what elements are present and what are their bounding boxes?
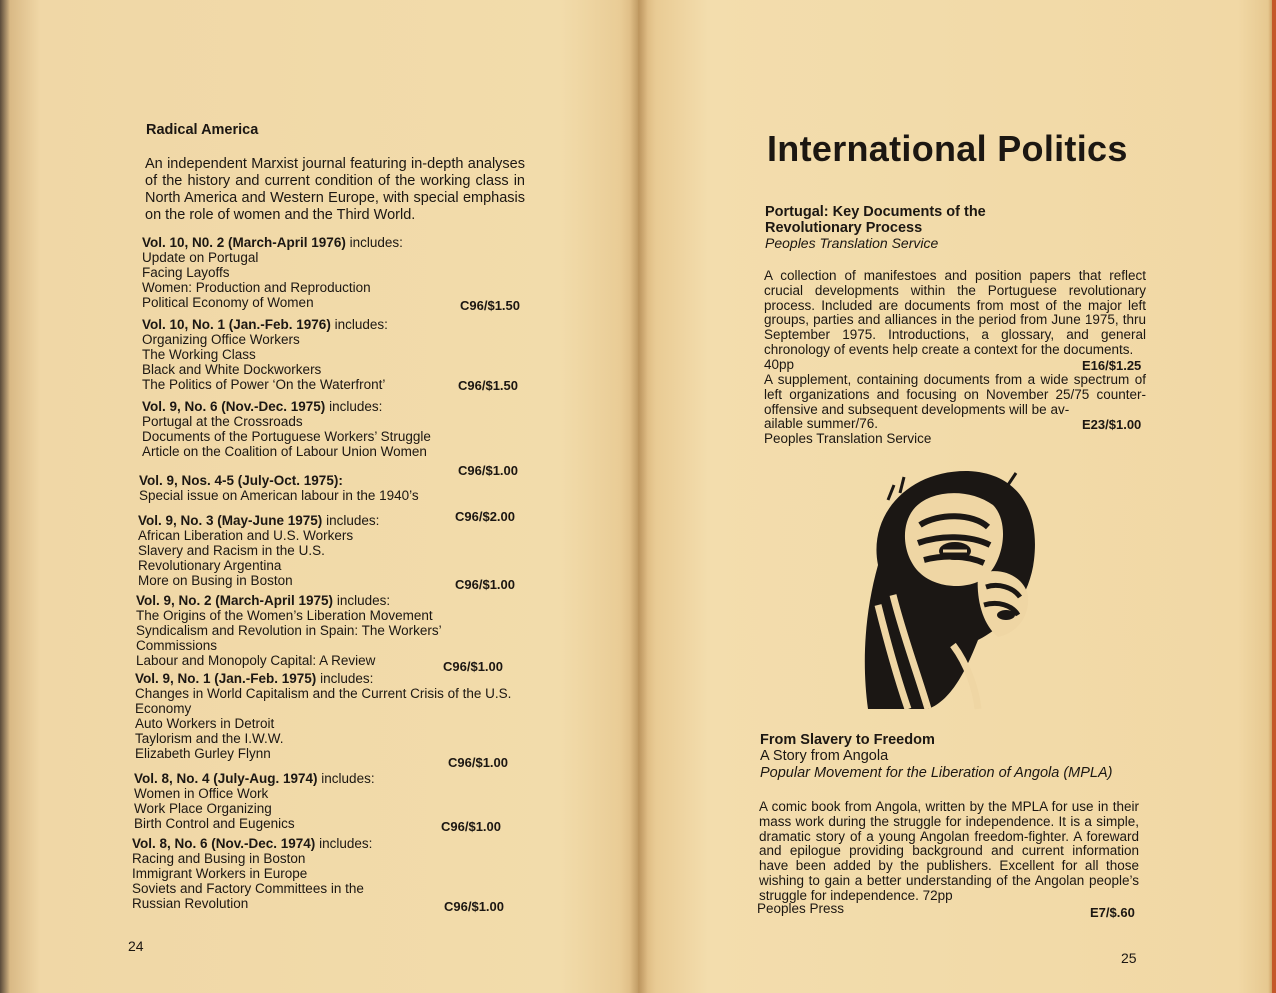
portugal-supplement: A supplement, containing documents from a wide spectrum of left organizations and focusing on November 25/75 counter-offensive and subsequent developments will be av-	[764, 372, 1146, 417]
issue-item: Elizabeth Gurley Flynn	[135, 746, 271, 761]
portugal-entry-heading	[765, 204, 1145, 251]
issue-item: The Origins of the Women’s Liberation Movement	[136, 608, 433, 623]
issue-entry: Vol. 8, No. 4 (July-Aug. 1974) includes: Women in Office Work Work Place Organizing Birth Control and Eugenics	[134, 771, 434, 831]
issue-header: Vol. 8, No. 6 (Nov.-Dec. 1974)	[132, 836, 316, 851]
issue-price: C96/$1.00	[443, 659, 503, 674]
portugal-title: Portugal: Key Documents of the	[765, 204, 986, 220]
issue-price: C96/$1.50	[458, 378, 518, 393]
issue-price: C96/$1.00	[441, 819, 501, 834]
issue-entry: Vol. 10, No. 1 (Jan.-Feb. 1976) includes: Organizing Office Workers The Working Class Black and White Dockworkers The Politics of Power ‘On the Waterfront’	[142, 317, 442, 392]
section-title: International Politics	[767, 128, 1128, 169]
angola-price: E7/$.60	[1090, 905, 1135, 920]
issue-item: Special issue on American labour in the 1940’s	[139, 488, 419, 503]
issue-price: C96/$1.00	[444, 899, 504, 914]
issue-header: Vol. 9, No. 1 (Jan.-Feb. 1975)	[135, 671, 317, 686]
issue-item: Update on Portugal	[142, 250, 259, 265]
angola-entry-heading	[760, 732, 1160, 782]
issue-item: Syndicalism and Revolution in Spain: The Workers’	[136, 623, 442, 638]
issue-item: Portugal at the Crossroads	[142, 414, 303, 429]
issue-item: Taylorism and the I.W.W.	[135, 731, 284, 746]
portugal-publisher: Peoples Translation Service	[764, 431, 932, 446]
issue-item: Racing and Busing in Boston	[132, 851, 306, 866]
issue-item: Soviets and Factory Committees in the	[132, 881, 364, 896]
issue-price: C96/$1.00	[455, 577, 515, 592]
issue-item: Slavery and Racism in the U.S.	[138, 543, 325, 558]
issue-header: Vol. 10, N0. 2 (March-April 1976)	[142, 235, 346, 250]
issue-item: Commissions	[136, 638, 218, 653]
issue-item: Work Place Organizing	[134, 801, 272, 816]
issue-item: The Politics of Power ‘On the Waterfront’	[142, 377, 386, 392]
issue-item: Documents of the Portuguese Workers’ Struggle	[142, 429, 431, 444]
journal-title: Radical America	[146, 122, 259, 138]
page-number-left: 24	[128, 938, 144, 954]
issue-entry: Vol. 9, No. 6 (Nov.-Dec. 1975) includes: Portugal at the Crossroads Documents of the Portuguese Workers’ Struggle Article on the Coalition of Labour Union Women	[142, 399, 462, 459]
issue-price: C96/$1.00	[448, 755, 508, 770]
issue-item: Revolutionary Argentina	[138, 558, 282, 573]
issue-item: Economy	[135, 701, 192, 716]
angola-publisher: Peoples Press	[757, 901, 845, 916]
angola-author: Popular Movement for the Liberation of Angola (MPLA)	[760, 765, 1113, 781]
issue-header: Vol. 9, No. 6 (Nov.-Dec. 1975)	[142, 399, 326, 414]
angola-title: From Slavery to Freedom	[760, 732, 935, 748]
portugal-description: A collection of manifestoes and position papers that reflect crucial developments within the Portuguese revolutionary process. Included are documents from most of the major left groups, parties and alliances in the period from June 1975, thru September 1975. Introductions, a glossary, and general chronology of events help create a context for the documents.	[764, 268, 1146, 357]
issue-price: C96/$1.50	[460, 298, 520, 313]
portugal-title-line2: Revolutionary Process	[765, 220, 923, 236]
issue-entry: Vol. 8, No. 6 (Nov.-Dec. 1974) includes: Racing and Busing in Boston Immigrant Workers in Europe Soviets and Factory Committees in the Russian Revolution	[132, 836, 432, 911]
issue-item: Article on the Coalition of Labour Union Women	[142, 444, 427, 459]
supplement-price: E23/$1.00	[1082, 417, 1142, 432]
journal-intro: An independent Marxist journal featuring in-depth analyses of the history and current condition of the working class in North America and Western Europe, with special emphasis on the role of women and the Third World.	[145, 156, 525, 223]
issue-item: Changes in World Capitalism and the Current Crisis of the U.S.	[135, 686, 512, 701]
issue-entry: Vol. 9, No. 1 (Jan.-Feb. 1975) includes: Changes in World Capitalism and the Current Crisis of the U.S. Economy Auto Workers in Detroit Taylorism and the I.W.W. Elizabeth Gurley Flynn	[135, 671, 525, 761]
issue-price: C96/$2.00	[455, 509, 515, 524]
book-gutter	[630, 0, 648, 993]
issue-header: Vol. 9, No. 3 (May-June 1975)	[138, 513, 323, 528]
angola-subtitle: A Story from Angola	[760, 748, 889, 764]
issue-header: Vol. 10, No. 1 (Jan.-Feb. 1976)	[142, 317, 331, 332]
angola-description: A comic book from Angola, written by the MPLA for use in their mass work during the struggle for independence. It is a simple, dramatic story of a young Angolan freedom-fighter. A foreward and epilogue providing background and current information have been added by the publishers. Excellent for all those wishing to gain a better understanding of the Angolan people’s struggle for independence. 72pp	[759, 799, 1139, 903]
issue-item: Organizing Office Workers	[142, 332, 300, 347]
issue-item: Facing Layoffs	[142, 265, 230, 280]
issue-item: Women in Office Work	[134, 786, 269, 801]
issue-entry: Vol. 10, N0. 2 (March-April 1976) includes: Update on Portugal Facing Layoffs Women: Production and Reproduction Political Economy of Women	[142, 235, 442, 310]
portugal-supplement-end: ailable summer/76.	[764, 416, 879, 431]
woodcut-illustration	[858, 465, 1042, 710]
issue-item: Labour and Monopoly Capital: A Review	[136, 653, 376, 668]
issue-header: Vol. 9, Nos. 4-5 (July-Oct. 1975):	[139, 473, 343, 488]
issue-item: Birth Control and Eugenics	[134, 816, 295, 831]
issue-item: Immigrant Workers in Europe	[132, 866, 308, 881]
issue-item: Political Economy of Women	[142, 295, 314, 310]
issue-entry: Vol. 9, No. 3 (May-June 1975) includes: African Liberation and U.S. Workers Slavery and Racism in the U.S. Revolutionary Argentina More on Busing in Boston	[138, 513, 438, 588]
issue-price: C96/$1.00	[458, 463, 518, 478]
issue-item: African Liberation and U.S. Workers	[138, 528, 354, 543]
issue-item: Russian Revolution	[132, 896, 249, 911]
issue-item: Black and White Dockworkers	[142, 362, 322, 377]
issue-item: Women: Production and Reproduction	[142, 280, 371, 295]
issue-header: Vol. 8, No. 4 (July-Aug. 1974)	[134, 771, 318, 786]
portugal-author: Peoples Translation Service	[765, 235, 939, 251]
issue-entry	[139, 473, 459, 503]
issue-header: Vol. 9, No. 2 (March-April 1975)	[136, 593, 334, 608]
portugal-price: E16/$1.25	[1082, 358, 1142, 373]
issue-entry: Vol. 9, No. 2 (March-April 1975) includes: The Origins of the Women’s Liberation Movement Syndicalism and Revolution in Spain: The Workers’ Commissions Labour and Monopoly Capital: A Review	[136, 593, 456, 668]
issue-item: More on Busing in Boston	[138, 573, 293, 588]
issue-item: Auto Workers in Detroit	[135, 716, 275, 731]
portugal-pages: 40pp	[764, 357, 795, 372]
page-number-right: 25	[1121, 950, 1137, 966]
issue-item: The Working Class	[142, 347, 256, 362]
